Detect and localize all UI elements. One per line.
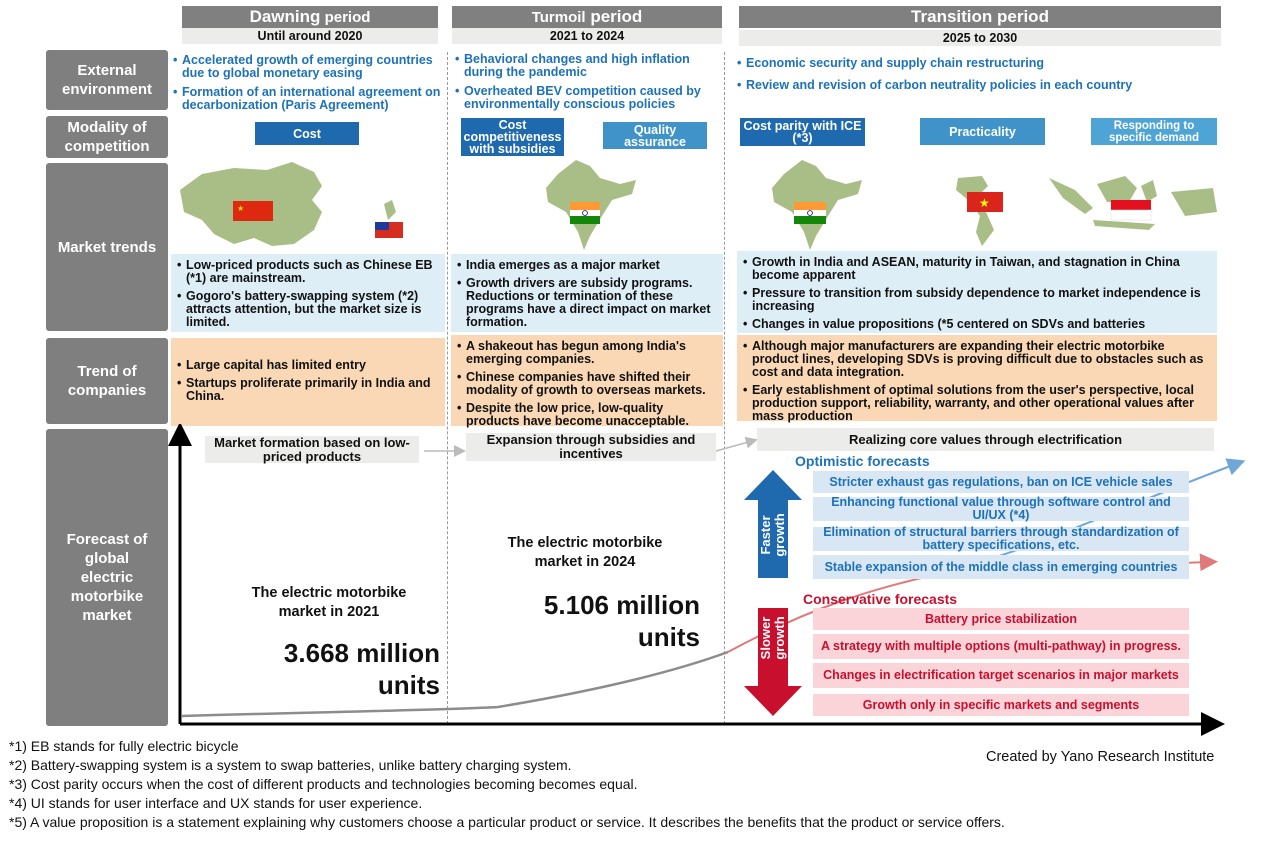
footnotes: *1) EB stands for fully electric bicycle *2) Battery-swapping system is a system to swap batteries, unlike battery charging system. *3) Cost parity occurs when the cost of different products and technologies becoming becomes equal. *4) UI stands for user interface and UX stands for user experience. *5) A value proposition is a statement explaining why customers choose a particular product or service. It describes the benefits that the product or service offers. (9, 738, 1005, 830)
indonesia-flag (1111, 200, 1151, 210)
map-india (540, 154, 640, 254)
modality-cost: Cost (255, 122, 359, 145)
optimistic-1: Stricter exhaust gas regulations, ban on ICE vehicle sales (813, 471, 1189, 493)
map-vietnam (952, 172, 1012, 252)
market-2021-label: The electric motorbike market in 2021 (251, 585, 407, 620)
market-2021-value: 3.668 million units (283, 638, 440, 700)
optimistic-2: Enhancing functional value through software control and UI/UX (*4) (813, 497, 1189, 521)
companies-transition: • Although major manufacturers are expanding their electric motorbike product lines, developing SDVs is proving difficult due to obstacles such as cost and data integration. • Early establishment of optimal solutions from the user's perspective, local production support, reliability, warranty, and other operational values after mass production (737, 335, 1217, 421)
conservative-4: Growth only in specific markets and segments (813, 694, 1189, 716)
market-2024-value: 5.106 million units (543, 590, 700, 652)
period-header-dawning: Dawning period (182, 6, 438, 28)
map-indonesia (1045, 168, 1220, 238)
period-sub-transition: 2025 to 2030 (739, 30, 1221, 46)
stage-3: Realizing core values through electrification (757, 428, 1214, 451)
market-trends-dawning: • Low-priced products such as Chinese EB (*1) are mainstream. • Gogoro's battery-swapping system (*2) attracts attention, but the market size is limited. (171, 254, 445, 332)
external-turmoil: • Behavioral changes and high inflation during the pandemic • Overheated BEV competition caused by environmentally conscious policies (455, 53, 725, 117)
companies-turmoil: • A shakeout has begun among India's emerging companies. • Chinese companies have shifted their modality of growth to overseas markets. • Despite the low price, low-quality products have become unacceptable. (451, 335, 723, 426)
conservative-title: Conservative forecasts (803, 591, 958, 607)
row-label-forecast: Forecast of global electric motorbike market (46, 429, 168, 726)
row-label-modality: Modality of competition (46, 116, 168, 158)
svg-text:★: ★ (979, 196, 990, 210)
market-trends-transition: • Growth in India and ASEAN, maturity in Taiwan, and stagnation in China become apparent • Pressure to transition from subsidy dependence to market independence is increasing • Changes in value propositions (*5 centered on SDVs and batteries (737, 251, 1217, 333)
market-trends-turmoil: • India emerges as a major market • Growth drivers are subsidy programs. Reductions or termination of these programs have a direct impact on market formation. (451, 254, 723, 332)
optimistic-title: Optimistic forecasts (795, 453, 930, 469)
faster-growth-label: Faster growth (758, 513, 787, 557)
market-2024-label: The electric motorbike market in 2024 (507, 535, 663, 570)
india-flag (570, 202, 600, 210)
modality-cost-parity: Cost parity with ICE (*3) (740, 118, 865, 146)
period-header-transition: Transition period (739, 6, 1221, 28)
period-sub-dawning: Until around 2020 (182, 28, 438, 44)
period-header-turmoil: Turmoil period (452, 6, 722, 28)
conservative-3: Changes in electrification target scenarios in major markets (813, 663, 1189, 688)
row-label-external: External environment (46, 50, 168, 110)
external-dawning: • Accelerated growth of emerging countries due to global monetary easing • Formation of an international agreement on decarbonization (Paris Agreement) (173, 54, 445, 118)
conservative-2: A strategy with multiple options (multi-pathway) in progress. (813, 634, 1189, 659)
stage-arrow-2 (716, 441, 752, 451)
modality-specific-demand: Responding to specific demand (1091, 118, 1217, 145)
stage-1: Market formation based on low-priced products (205, 436, 419, 463)
period-sub-turmoil: 2021 to 2024 (452, 28, 722, 44)
credit: Created by Yano Research Institute (986, 749, 1215, 765)
row-label-market: Market trends (46, 163, 168, 331)
companies-dawning: • Large capital has limited entry • Startups proliferate primarily in India and China. (171, 338, 445, 426)
map-india-2 (766, 154, 866, 254)
modality-cost-subsidies: Cost competitiveness with subsidies (461, 118, 564, 156)
modality-quality: Quality assurance (603, 122, 707, 149)
external-transition: • Economic security and supply chain restructuring • Review and revision of carbon neutrality policies in each country (737, 57, 1217, 98)
svg-text:★: ★ (237, 204, 245, 213)
optimistic-4: Stable expansion of the middle class in emerging countries (813, 555, 1189, 579)
slower-growth-label: Slower growth (758, 616, 787, 660)
stage-2: Expansion through subsidies and incentives (466, 433, 716, 461)
optimistic-3: Elimination of structural barriers through standardization of battery specifications, etc. (813, 527, 1189, 551)
map-china-taiwan (172, 160, 440, 252)
row-label-companies: Trend of companies (46, 338, 168, 424)
modality-practicality: Practicality (920, 118, 1045, 145)
conservative-1: Battery price stabilization (813, 608, 1189, 630)
